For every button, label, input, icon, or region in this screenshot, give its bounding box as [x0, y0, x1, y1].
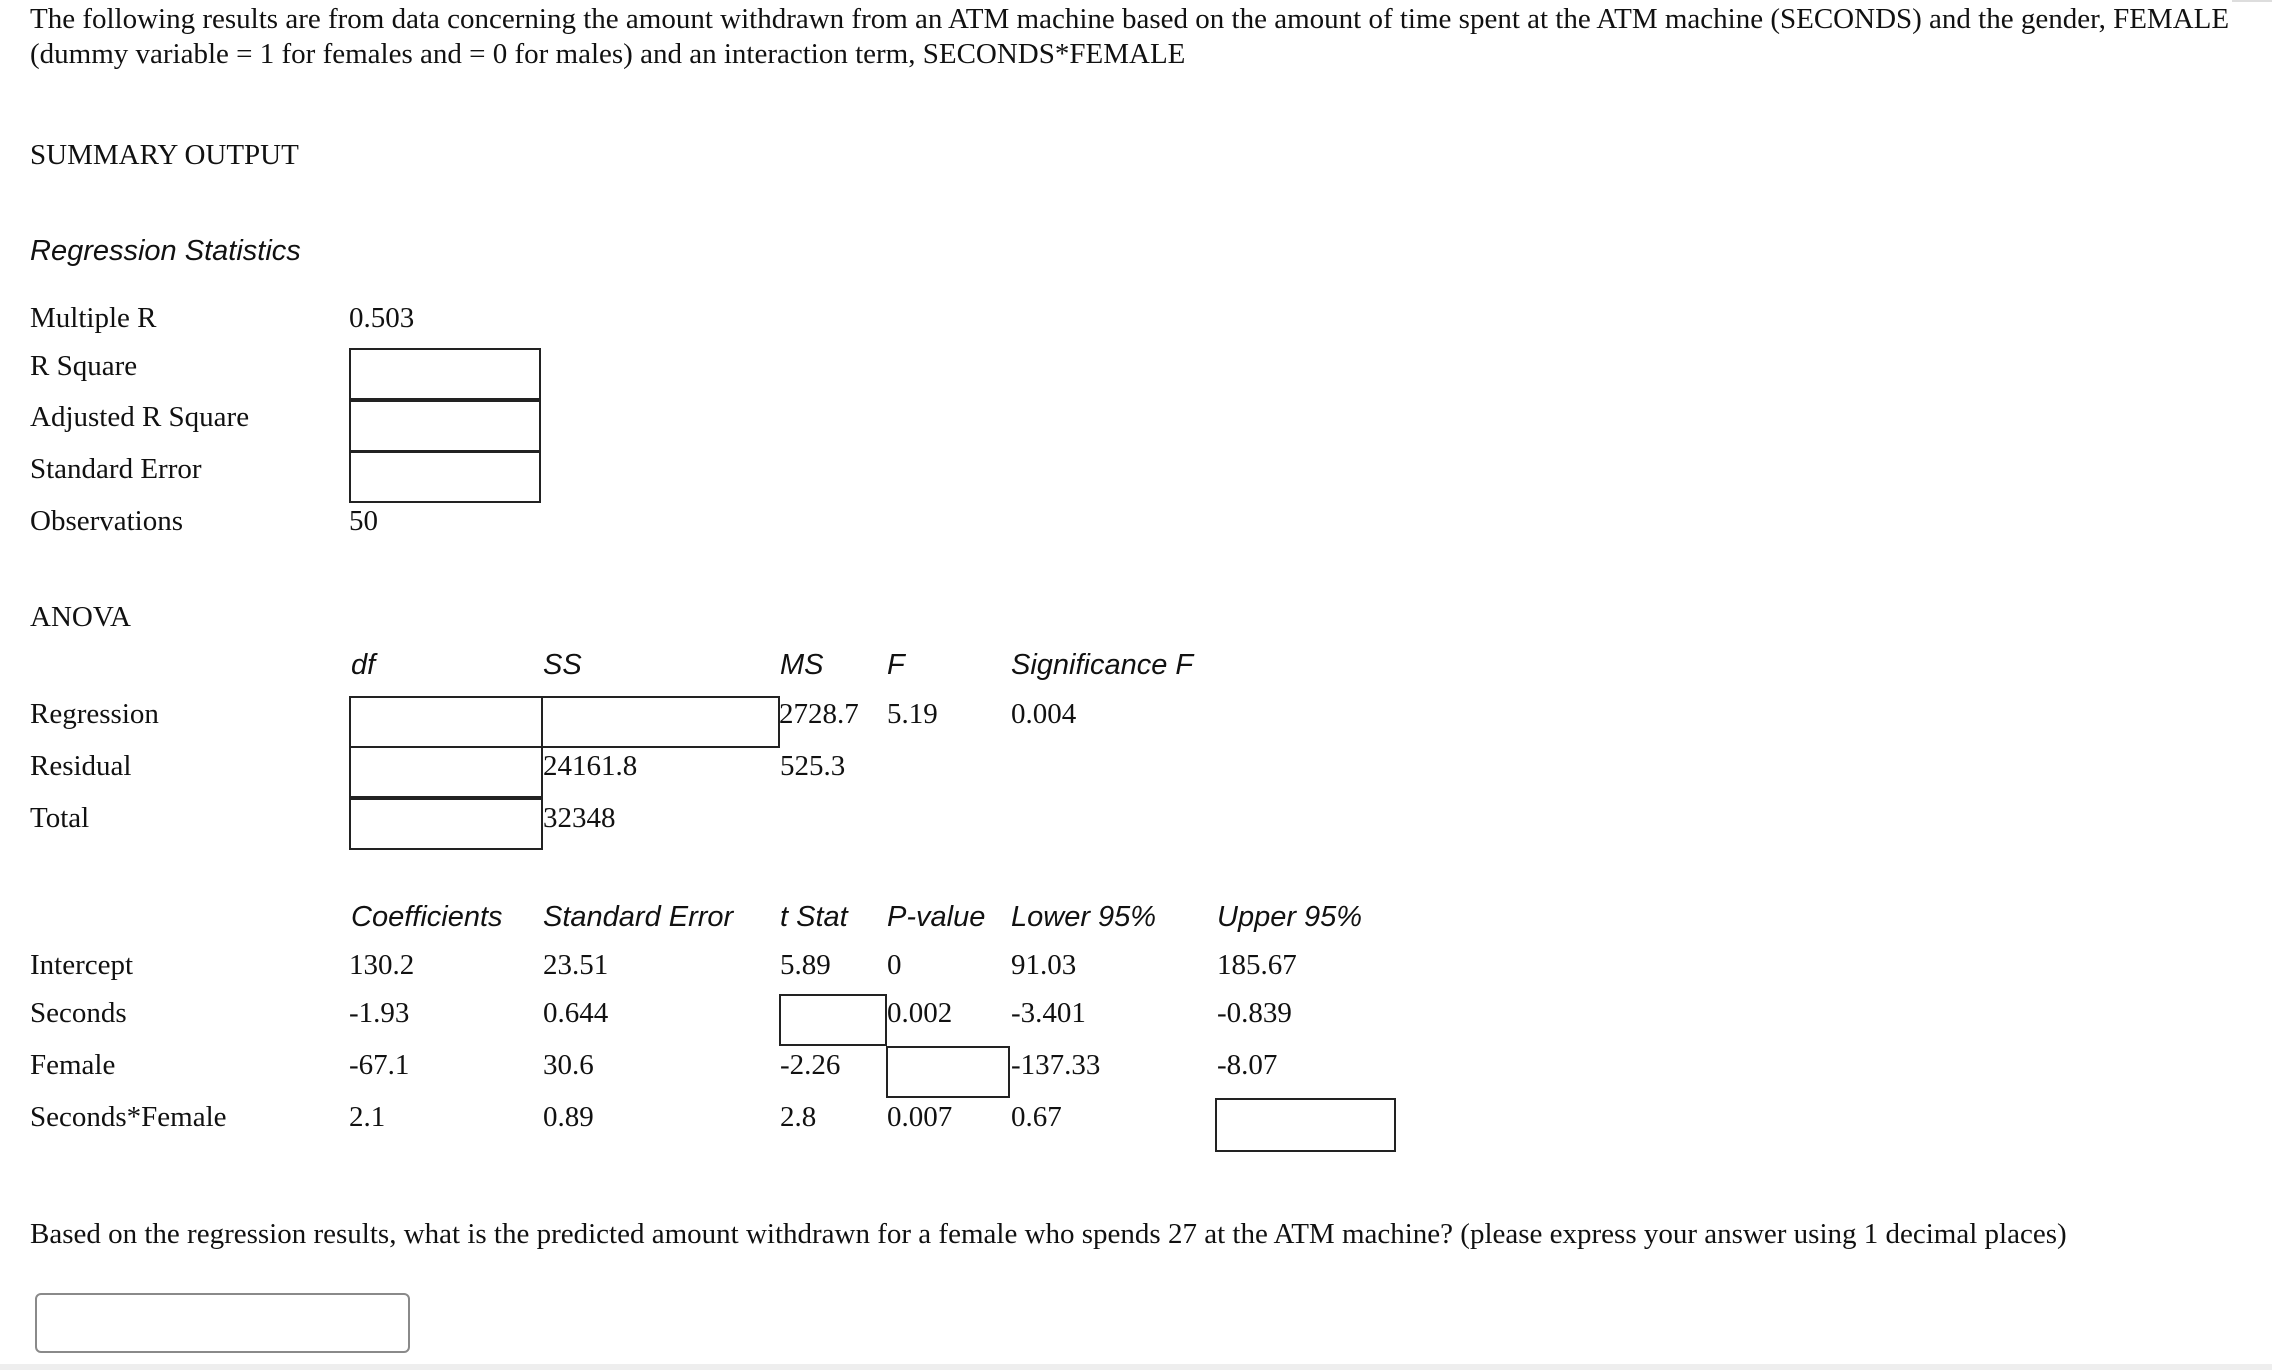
coef-seconds-female-p: 0.007: [887, 1101, 953, 1133]
anova-col-f: F: [887, 649, 905, 681]
coef-female-p-input[interactable]: [886, 1046, 1010, 1098]
coef-intercept-se: 23.51: [543, 949, 609, 981]
problem-intro: The following results are from data concerning the amount withdrawn from an ATM machine based on the amount of time spent at the ATM machine (SECONDS) and the gender, FEMALE (dummy variable = 1 for females and = 0 for males) and an interaction term, SECONDS*FEMALE: [30, 3, 2230, 70]
anova-regression-f: 5.19: [887, 698, 938, 730]
adjusted-r-square-label: Adjusted R Square: [30, 401, 250, 433]
page-bottom-rule: [0, 1364, 2272, 1370]
coef-seconds-upper: -0.839: [1217, 997, 1292, 1029]
anova-heading: ANOVA: [30, 601, 131, 633]
answer-input[interactable]: [35, 1293, 410, 1353]
coef-female-se: 30.6: [543, 1049, 594, 1081]
coef-col-lower-95: Lower 95%: [1011, 901, 1157, 933]
coef-seconds-female-lower: 0.67: [1011, 1101, 1062, 1133]
standard-error-label: Standard Error: [30, 453, 202, 485]
anova-total-label: Total: [30, 802, 90, 834]
anova-col-df: df: [351, 649, 376, 681]
anova-regression-ms: 2728.7: [779, 698, 859, 730]
coef-col-standard-error: Standard Error: [543, 901, 734, 933]
summary-output-heading: SUMMARY OUTPUT: [30, 139, 299, 171]
coef-intercept-t: 5.89: [780, 949, 831, 981]
anova-regression-df-input[interactable]: [349, 696, 543, 748]
coef-col-p-value: P-value: [887, 901, 986, 933]
coef-seconds-female-upper-input[interactable]: [1215, 1098, 1396, 1152]
coef-female-t: -2.26: [780, 1049, 841, 1081]
observations-label: Observations: [30, 505, 184, 537]
coef-female-upper: -8.07: [1217, 1049, 1278, 1081]
standard-error-input[interactable]: [349, 451, 541, 503]
multiple-r-label: Multiple R: [30, 302, 157, 334]
coef-female-coef: -67.1: [349, 1049, 410, 1081]
anova-col-ss: SS: [543, 649, 582, 681]
coef-intercept-coef: 130.2: [349, 949, 415, 981]
anova-col-ms: MS: [780, 649, 824, 681]
coef-seconds-p: 0.002: [887, 997, 953, 1029]
coef-col-coefficients: Coefficients: [351, 901, 503, 933]
anova-residual-label: Residual: [30, 750, 132, 782]
coef-seconds-lower: -3.401: [1011, 997, 1086, 1029]
anova-regression-label: Regression: [30, 698, 159, 730]
coef-col-upper-95: Upper 95%: [1217, 901, 1363, 933]
coef-seconds-female-se: 0.89: [543, 1101, 594, 1133]
coef-seconds-female-t: 2.8: [780, 1101, 817, 1133]
anova-col-significance-f: Significance F: [1011, 649, 1194, 681]
r-square-input[interactable]: [349, 348, 541, 400]
coef-seconds-female-coef: 2.1: [349, 1101, 386, 1133]
anova-residual-df-input[interactable]: [349, 746, 543, 798]
coef-seconds-se: 0.644: [543, 997, 609, 1029]
anova-residual-ss: 24161.8: [543, 750, 638, 782]
coef-intercept-lower: 91.03: [1011, 949, 1077, 981]
anova-regression-significance-f: 0.004: [1011, 698, 1077, 730]
adjusted-r-square-input[interactable]: [349, 400, 541, 452]
coef-female-lower: -137.33: [1011, 1049, 1101, 1081]
question-text: Based on the regression results, what is the predicted amount withdrawn for a female who spends 27 at the ATM machine? (please express your answer using 1 decimal places): [30, 1218, 2067, 1250]
anova-regression-ss-input[interactable]: [541, 696, 780, 748]
r-square-label: R Square: [30, 350, 138, 382]
multiple-r-value: 0.503: [349, 302, 415, 334]
top-right-divider: [2232, 0, 2272, 2]
coef-col-t-stat: t Stat: [780, 901, 848, 933]
coef-intercept-p: 0: [887, 949, 902, 981]
coef-seconds-label: Seconds: [30, 997, 127, 1029]
coef-intercept-upper: 185.67: [1217, 949, 1297, 981]
anova-residual-ms: 525.3: [780, 750, 846, 782]
anova-total-ss: 32348: [543, 802, 616, 834]
coef-female-label: Female: [30, 1049, 116, 1081]
coef-seconds-t-input[interactable]: [779, 994, 887, 1046]
coef-intercept-label: Intercept: [30, 949, 134, 981]
regression-statistics-heading: Regression Statistics: [30, 235, 301, 267]
anova-total-df-input[interactable]: [349, 798, 543, 850]
coef-seconds-female-label: Seconds*Female: [30, 1101, 227, 1133]
coef-seconds-coef: -1.93: [349, 997, 410, 1029]
observations-value: 50: [349, 505, 378, 537]
